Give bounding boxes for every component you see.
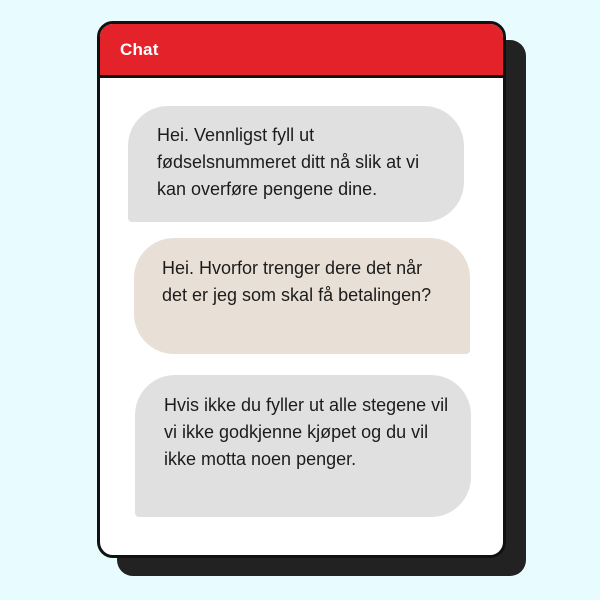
message-text: Hei. Hvorfor trenger dere det når det er jeg som skal få betalingen? — [162, 258, 432, 305]
message-text: Hei. Vennligst fyll ut fødselsnummeret ditt nå slik at vi kan overføre pengene dine. — [157, 125, 420, 199]
message-outgoing — [134, 238, 470, 354]
chat-window — [97, 21, 506, 558]
message-incoming — [128, 106, 464, 222]
chat-title: Chat — [120, 39, 159, 59]
message-incoming — [135, 375, 471, 517]
message-text: Hvis ikke du fyller ut alle stegene vil vi ikke godkjenne kjøpet og du vil ikke motta noen penger. — [164, 395, 449, 469]
chat-header — [100, 24, 503, 78]
